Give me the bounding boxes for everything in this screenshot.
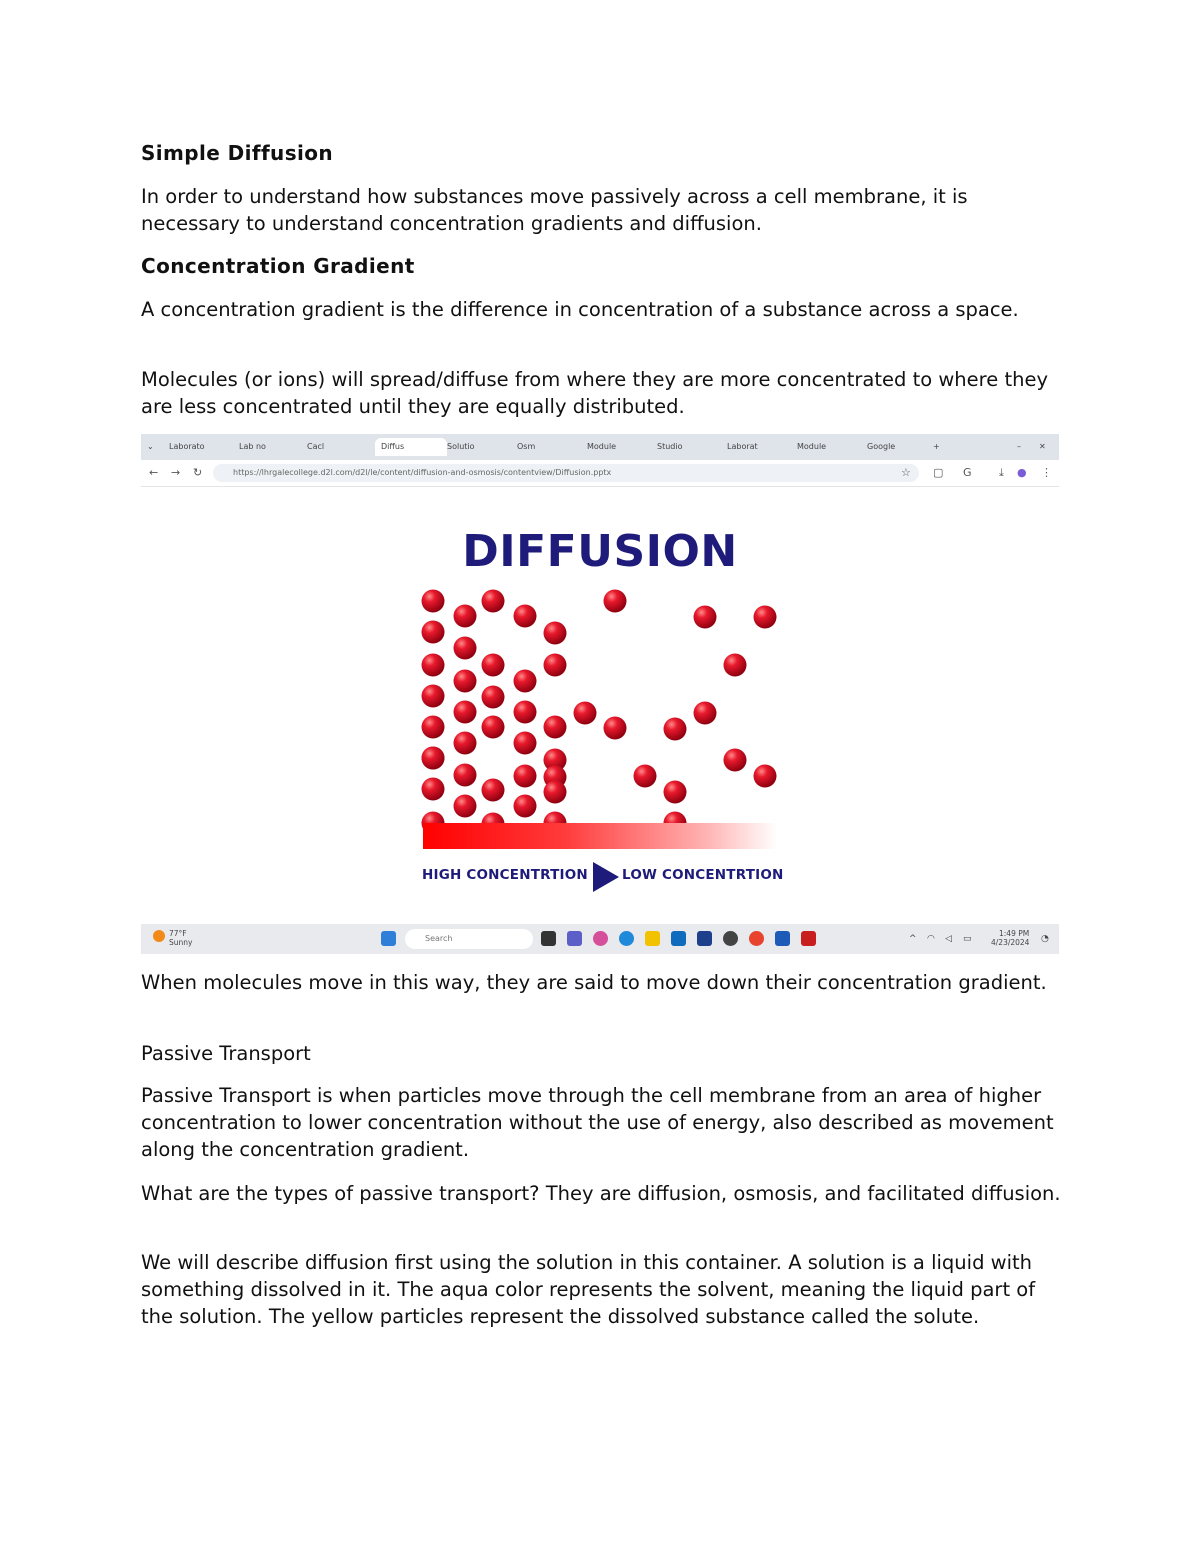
molecule <box>454 732 477 755</box>
windows-start-icon[interactable] <box>381 931 396 946</box>
url-field[interactable]: https://lhrgalecollege.d2l.com/d2l/le/content/diffusion-and-osmosis/contentview/Diffusion.pptx <box>213 464 919 482</box>
molecule <box>694 702 717 725</box>
volume-icon[interactable]: ◁ <box>945 934 952 944</box>
molecule <box>454 605 477 628</box>
edge-icon[interactable] <box>619 931 634 946</box>
heading-simple-diffusion: Simple Diffusion <box>141 141 334 165</box>
molecules-diagram <box>141 434 1059 924</box>
molecule <box>724 654 747 677</box>
molecule <box>694 606 717 629</box>
word-icon[interactable] <box>775 931 790 946</box>
clock-time: 1:49 PM <box>999 929 1030 938</box>
outlook-icon[interactable] <box>671 931 686 946</box>
molecule <box>754 765 777 788</box>
browser-tab[interactable]: Osm <box>517 442 536 451</box>
molecule <box>544 781 567 804</box>
paragraph-solution: We will describe diffusion first using the solution in this container. A solution is a liquid with something dissolved in it. The aqua color represents the solvent, meaning the liquid part of the solution. The yellow particles represent the dissolved substance called the solute. <box>141 1251 1036 1328</box>
weather-icon <box>153 930 165 942</box>
molecule <box>544 716 567 739</box>
dell-icon[interactable] <box>723 931 738 946</box>
forward-icon[interactable]: → <box>171 466 181 479</box>
molecule <box>604 717 627 740</box>
paragraph-types: What are the types of passive transport? They are diffusion, osmosis, and facilitated diffusion. <box>141 1182 1061 1205</box>
molecule <box>514 765 537 788</box>
browser-tab[interactable]: Module <box>797 442 827 451</box>
task-view-icon[interactable] <box>541 931 556 946</box>
molecule <box>514 670 537 693</box>
molecule <box>664 718 687 741</box>
teams-icon[interactable] <box>567 931 582 946</box>
arrow-right-icon <box>591 860 621 894</box>
browser-tab[interactable]: Lab no <box>239 442 266 451</box>
molecule <box>514 605 537 628</box>
menu-dots-icon[interactable]: ⋮ <box>1041 466 1052 479</box>
molecule <box>454 637 477 660</box>
molecule <box>724 749 747 772</box>
molecule <box>422 654 445 677</box>
browser-tab[interactable]: Laborato <box>169 442 205 451</box>
paragraph-molecules: Molecules (or ions) will spread/diffuse from where they are more concentrated to where they are less concentrated until they are equally distributed. <box>141 368 1048 418</box>
wifi-icon[interactable]: ◠ <box>927 934 935 944</box>
molecule <box>604 590 627 613</box>
molecule <box>664 781 687 804</box>
browser-tab[interactable]: Google <box>867 442 896 451</box>
molecule <box>514 732 537 755</box>
minimize-icon[interactable]: – <box>1017 442 1021 451</box>
extension-icon[interactable]: ▢ <box>933 466 944 479</box>
molecule <box>454 795 477 818</box>
molecule <box>544 654 567 677</box>
paragraph-passive-transport-label: Passive Transport <box>141 1042 311 1065</box>
diagram-title: DIFFUSION <box>462 526 738 577</box>
browser-tab[interactable]: Solutio <box>447 442 475 451</box>
browser-tab-active[interactable]: Diffus <box>375 438 447 456</box>
molecule <box>454 701 477 724</box>
high-concentration-label: HIGH CONCENTRTION <box>422 867 588 883</box>
downloads-icon[interactable]: ⤓ <box>999 466 1004 479</box>
heading-concentration-gradient: Concentration Gradient <box>141 254 415 278</box>
browser-tab[interactable]: Studio <box>657 442 683 451</box>
clock-date: 4/23/2024 <box>991 938 1030 947</box>
molecule <box>454 670 477 693</box>
close-window-icon[interactable]: ✕ <box>1039 442 1046 451</box>
google-lens-icon[interactable]: G <box>963 466 972 479</box>
paragraph-gradient-definition: A concentration gradient is the difference in concentration of a substance across a space. <box>141 298 1019 321</box>
molecule <box>754 606 777 629</box>
browser-tab[interactable]: Cacl <box>307 442 325 451</box>
molecule <box>544 622 567 645</box>
molecule <box>482 686 505 709</box>
notification-bell-icon[interactable]: ◔ <box>1041 934 1049 944</box>
new-tab-button[interactable]: + <box>933 442 940 451</box>
file-explorer-icon[interactable] <box>645 931 660 946</box>
copilot-icon[interactable] <box>593 931 608 946</box>
embedded-screenshot <box>141 434 1059 954</box>
molecule <box>422 716 445 739</box>
molecule <box>422 685 445 708</box>
tab-search-icon[interactable]: ⌄ <box>147 442 154 451</box>
molecule <box>422 590 445 613</box>
molecule <box>482 779 505 802</box>
bookmark-star-icon[interactable]: ☆ <box>901 466 911 479</box>
paragraph-passive-transport-definition: Passive Transport is when particles move through the cell membrane from an area of higher concentration to lower concentration without the use of energy, also described as movement along the concentration gradient. <box>141 1084 1054 1161</box>
low-concentration-label: LOW CONCENTRTION <box>622 867 784 883</box>
paragraph-intro: In order to understand how substances move passively across a cell membrane, it is necessary to understand concentration gradients and diffusion. <box>141 185 968 235</box>
reload-icon[interactable]: ↻ <box>193 466 203 479</box>
browser-tab[interactable]: Module <box>587 442 617 451</box>
molecule-group <box>422 590 777 836</box>
chrome-icon[interactable] <box>749 931 764 946</box>
store-icon[interactable] <box>697 931 712 946</box>
paragraph-down-gradient: When molecules move in this way, they are said to move down their concentration gradient. <box>141 971 1047 994</box>
molecule <box>514 795 537 818</box>
molecule <box>482 654 505 677</box>
concentration-gradient-bar <box>423 823 777 849</box>
taskbar-search-input[interactable]: Search <box>405 929 533 949</box>
weather-temp: 77°F <box>169 929 187 938</box>
molecule <box>482 716 505 739</box>
acrobat-icon[interactable] <box>801 931 816 946</box>
molecule <box>454 764 477 787</box>
molecule <box>574 702 597 725</box>
weather-desc: Sunny <box>169 938 193 947</box>
tray-chevron-icon[interactable]: ^ <box>909 934 917 944</box>
back-icon[interactable]: ← <box>149 466 159 479</box>
browser-tab[interactable]: Laborat <box>727 442 758 451</box>
molecule <box>422 621 445 644</box>
battery-icon[interactable]: ▭ <box>963 934 972 944</box>
molecule <box>482 590 505 613</box>
molecule <box>422 747 445 770</box>
molecule <box>634 765 657 788</box>
profile-avatar-icon[interactable]: ● <box>1017 466 1027 479</box>
molecule <box>422 778 445 801</box>
windows-taskbar <box>141 924 1059 954</box>
molecule <box>514 701 537 724</box>
